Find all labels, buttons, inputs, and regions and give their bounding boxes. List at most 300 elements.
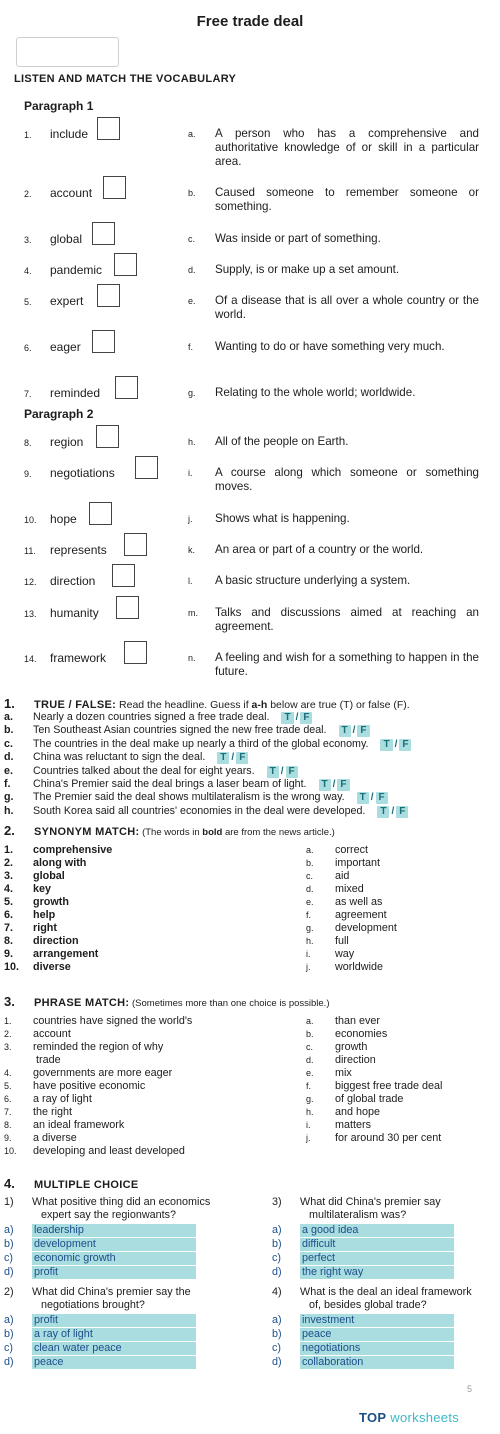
mc-option[interactable] [272,1238,454,1251]
tf-statement-row [4,778,350,791]
phrase-left-item [4,1015,192,1028]
vocab-number: 6. [24,343,32,353]
vocab-word: expert [50,294,84,308]
definition-text: Talks and discussions aimed at reaching an agreement. [215,606,479,633]
phrase-letter: j. [306,1133,311,1143]
phrase-left-item [4,1067,172,1080]
false-option[interactable]: F [357,725,369,737]
definition-text: An area or part of a country or the world. [215,543,424,556]
mc-question-text-cont: expert say the regionwants? [32,1209,177,1221]
mc-option-text: a ray of light [32,1328,196,1341]
section-instruction-bold: a-h [251,699,268,711]
synonym-number: 10. [4,961,20,973]
phrase-right-item [306,1067,352,1080]
synonym-left-item [4,844,112,857]
mc-option[interactable] [272,1224,454,1237]
synonym-letter: f. [306,910,312,920]
phrase-left-item [4,1093,92,1106]
vocab-number: 1. [24,130,32,140]
tf-letter: a. [4,711,13,723]
section-number: 2. [4,823,15,838]
synonym-left-item [4,870,65,883]
phrase-left-item [4,1028,71,1041]
mc-question-line [4,1299,191,1312]
mc-option[interactable] [272,1266,454,1279]
vocab-word: framework [50,651,107,665]
definition-letter: n. [188,653,196,663]
synonym-left-item [4,935,79,948]
mc-question-line [272,1209,441,1222]
tf-statement: Ten Southeast Asian countries signed the new free trade deal. [33,724,327,736]
mc-option[interactable] [4,1252,196,1265]
synonym-word: comprehensive [33,844,113,856]
phrase-right-item [306,1080,442,1093]
phrase-right-item [306,1054,376,1067]
answer-box[interactable] [89,502,112,525]
mc-option-text: collaboration [300,1356,454,1369]
synonym-match-word: agreement [335,909,387,921]
answer-box[interactable] [124,533,147,556]
tf-statement-row [4,805,408,818]
synonym-right-item [306,844,368,857]
vocab-word: global [50,232,83,246]
tf-letter: g. [4,791,14,803]
mc-option-letter: d) [4,1266,14,1278]
vocab-heading: LISTEN AND MATCH THE VOCABULARY [14,73,237,85]
phrase-letter: f. [306,1081,312,1091]
tf-letter: h. [4,805,14,817]
mc-option-letter: c) [272,1342,281,1354]
phrase-text: developing and least developed [33,1145,185,1157]
definition-letter: f. [188,342,194,352]
definition-letter: l. [188,576,193,586]
mc-option[interactable] [4,1266,196,1279]
mc-question-line [4,1209,210,1222]
phrase-number: 1. [4,1016,12,1026]
phrase-match-text: of global trade [335,1093,404,1105]
true-option[interactable]: T [281,712,293,724]
mc-option[interactable] [272,1252,454,1265]
tf-slash: / [391,806,395,817]
answer-box[interactable] [96,425,119,448]
synonym-word: growth [33,896,69,908]
synonym-left-item [4,883,51,896]
synonym-right-item [306,857,380,870]
section-number: 3. [4,994,15,1009]
mc-question [4,1286,191,1312]
phrase-text: a ray of light [33,1093,92,1105]
mc-option-letter: a) [272,1224,282,1236]
synonym-right-item [306,948,354,961]
definition-text: A basic structure underlying a system. [215,574,411,587]
mc-option-letter: d) [4,1356,14,1368]
mc-option-text: economic growth [32,1252,196,1265]
tf-slash: / [352,725,356,736]
synonym-match-word: mixed [335,883,364,895]
mc-option-letter: a) [272,1314,282,1326]
synonym-match-heading [4,823,335,838]
vocab-word: region [50,435,84,449]
phrase-right-item [306,1093,403,1106]
vocab-number: 11. [24,546,36,556]
synonym-match-word: worldwide [335,961,384,973]
synonym-right-item [306,961,383,974]
phrase-left-item [4,1132,77,1145]
answer-box[interactable] [135,456,158,479]
true-option[interactable]: T [380,739,392,751]
synonym-right-item [306,909,387,922]
definition-text: A course along which someone or something moves. [215,466,479,493]
tf-statement-row [4,791,388,804]
vocab-word: negotiations [50,466,115,480]
definition-letter: g. [188,388,196,398]
synonym-number: 7. [4,922,14,934]
mc-question-line [4,1196,210,1209]
definition-letter: b. [188,188,196,198]
mc-option-letter: c) [4,1342,13,1354]
vocab-word: include [50,127,89,141]
definition-text: Of a disease that is all over a whole country or the world. [215,294,479,321]
vocab-number: 9. [24,469,32,479]
synonym-match-word: as well as [335,896,383,908]
brand-worksheets: worksheets [386,1410,460,1425]
mc-option[interactable] [4,1224,196,1237]
mc-question-line [4,1286,191,1299]
synonym-letter: i. [306,949,311,959]
synonym-word: help [33,909,56,921]
synonym-right-item [306,935,349,948]
phrase-match-heading [4,994,329,1009]
phrase-text: an ideal framework [33,1119,125,1131]
mc-option[interactable] [4,1314,196,1327]
synonym-match-word: aid [335,870,350,882]
mc-option-letter: b) [272,1238,282,1250]
worksheet-title: Free trade deal [196,13,304,30]
tf-slash: / [332,779,336,790]
tf-letter: e. [4,765,13,777]
false-option[interactable]: F [337,779,349,791]
mc-question-number: 1) [4,1196,14,1208]
tf-slash: / [231,752,235,763]
phrase-right-item [306,1015,380,1028]
phrase-text: countries have signed the world's [33,1015,193,1027]
synonym-left-item [4,857,86,870]
synonym-left-item [4,909,55,922]
phrase-match-text: direction [335,1054,376,1066]
mc-option-letter: b) [4,1238,14,1250]
definition-text: Wanting to do or have something very much. [215,340,445,353]
tf-statement-row [4,711,312,724]
vocab-number: 7. [24,389,32,399]
phrase-right-item [306,1041,367,1054]
mc-question-text-cont: of, besides global trade? [300,1299,427,1311]
phrase-number: 6. [4,1094,12,1104]
phrase-number: 7. [4,1107,12,1117]
mc-option-text: profit [32,1314,196,1327]
multiple-choice-heading [4,1176,139,1191]
phrase-match-text: economies [335,1028,388,1040]
synonym-letter: b. [306,858,314,868]
synonym-letter: e. [306,897,314,907]
synonym-letter: a. [306,845,314,855]
phrase-number: 9. [4,1133,12,1143]
synonym-word: right [33,922,57,934]
mc-question [272,1286,472,1312]
answer-box[interactable] [97,117,120,140]
mc-option-text: peace [300,1328,454,1341]
phrase-match-text: mix [335,1067,352,1079]
mc-option[interactable] [4,1238,196,1251]
answer-box[interactable] [103,176,126,199]
phrase-letter: c. [306,1042,314,1052]
vocab-word: represents [50,543,107,557]
synonym-number: 3. [4,870,14,882]
synonym-right-item [306,896,382,909]
definition-letter: c. [188,234,196,244]
synonym-right-item [306,870,349,883]
vocab-word: hope [50,512,77,526]
vocab-number: 2. [24,189,32,199]
mc-option-letter: d) [272,1356,282,1368]
true-option[interactable]: T [357,792,369,804]
synonym-letter: j. [306,962,311,972]
tf-statement: Countries talked about the deal for eight years. [33,765,255,777]
answer-box[interactable] [112,564,135,587]
definition-letter: e. [188,296,196,306]
synonym-letter: c. [306,871,314,881]
section-instruction-bold: bold [202,827,223,838]
tf-statement-row [4,751,248,764]
synonym-number: 4. [4,883,14,895]
mc-question-text: What did China's premier say the [32,1286,191,1298]
synonym-match-word: way [335,948,355,960]
answer-box[interactable] [114,253,137,276]
definition-letter: i. [188,468,193,478]
mc-option-text: negotiations [300,1342,454,1355]
mc-question-line [272,1196,441,1209]
true-false-heading [4,696,410,711]
phrase-left-item [4,1041,163,1054]
mc-option-text: peace [32,1356,196,1369]
phrase-right-item [306,1028,387,1041]
true-option[interactable]: T [217,752,229,764]
phrase-letter: d. [306,1055,314,1065]
false-option[interactable]: F [300,712,312,724]
answer-box[interactable] [92,222,115,245]
synonym-word: arrangement [33,948,99,960]
vocab-number: 12. [24,577,37,587]
definition-letter: d. [188,265,196,275]
synonym-match-word: full [335,935,349,947]
tf-statement: South Korea said all countries' economies in the deal were developed. [33,805,366,817]
phrase-left-item [4,1119,124,1132]
section-name: PHRASE MATCH: [34,997,130,1009]
synonym-word: diverse [33,961,71,973]
definition-letter: k. [188,545,196,555]
vocab-number: 5. [24,297,32,307]
synonym-number: 6. [4,909,14,921]
brand-top: TOP [359,1410,387,1425]
tf-slash: / [370,792,374,803]
mc-question-text: What positive thing did an economics [32,1196,211,1208]
phrase-match-text: matters [335,1119,371,1131]
definition-letter: j. [188,514,193,524]
mc-option-letter: c) [272,1252,281,1264]
synonym-letter: g. [306,923,314,933]
phrase-left-item [4,1054,61,1067]
phrase-right-item [306,1119,371,1132]
mc-option-letter: c) [4,1252,13,1264]
phrase-number: 8. [4,1120,12,1130]
mc-option-letter: a) [4,1314,14,1326]
true-option[interactable]: T [267,766,279,778]
definition-text: Relating to the whole world; worldwide. [215,386,416,399]
tf-statement-row [4,738,411,751]
mc-option[interactable] [4,1356,196,1369]
phrase-left-item [4,1106,72,1119]
phrase-number: 3. [4,1042,12,1052]
definition-text: Was inside or part of something. [215,232,381,245]
mc-option-text: development [32,1238,196,1251]
phrase-right-item [306,1132,441,1145]
answer-box[interactable] [92,330,115,353]
synonym-left-item [4,948,98,961]
phrase-letter: a. [306,1016,314,1026]
section-instruction-post: are from the news article.) [222,827,335,838]
phrase-match-text: than ever [335,1015,381,1027]
phrase-text: reminded the region of why [33,1041,164,1053]
true-option[interactable]: T [339,725,351,737]
mc-option-text: the right way [300,1266,454,1279]
vocab-number: 14. [24,654,37,664]
phrase-left-item [4,1145,185,1158]
mc-option[interactable] [272,1314,454,1327]
mc-option-letter: b) [4,1328,14,1340]
section-instruction-pre: (The words in [139,827,203,838]
section-name: SYNONYM MATCH: [34,826,140,838]
mc-option-text: a good idea [300,1224,454,1237]
phrase-text: have positive economic [33,1080,146,1092]
synonym-letter: h. [306,936,314,946]
mc-option-letter: d) [272,1266,282,1278]
phrase-match-text: growth [335,1041,368,1053]
tf-letter: c. [4,738,13,750]
mc-question [4,1196,210,1222]
synonym-match-word: correct [335,844,368,856]
answer-box[interactable] [97,284,120,307]
vocab-word: pandemic [50,263,103,277]
synonym-letter: d. [306,884,314,894]
true-option[interactable]: T [319,779,331,791]
tf-slash: / [295,712,299,723]
phrase-match-text: for around 30 per cent [335,1132,442,1144]
definition-letter: m. [188,608,198,618]
false-option[interactable]: F [396,806,408,818]
mc-option-text: difficult [300,1238,454,1251]
tf-statement: China's Premier said the deal brings a laser beam of light. [33,778,307,790]
mc-option-text: investment [300,1314,454,1327]
synonym-match-word: development [335,922,397,934]
synonym-match-word: important [335,857,381,869]
mc-option-letter: a) [4,1224,14,1236]
definition-text: Supply, is or make up a set amount. [215,263,400,276]
synonym-left-item [4,922,57,935]
mc-question-number: 3) [272,1196,282,1208]
tf-slash: / [280,766,284,777]
definition-text: A feeling and wish for a something to happen in the future. [215,651,479,678]
phrase-text: the right [33,1106,73,1118]
synonym-word: direction [33,935,79,947]
definition-text: A person who has a comprehensive and authoritative knowledge of or skill in a particular area. [215,127,479,168]
brand-logo [359,1410,459,1425]
section-name: TRUE / FALSE: [34,699,117,711]
false-option[interactable]: F [399,739,411,751]
answer-box[interactable] [115,376,138,399]
false-option[interactable]: F [236,752,248,764]
mc-option[interactable] [4,1342,196,1355]
phrase-right-item [306,1106,380,1119]
section-number: 4. [4,1176,15,1191]
tf-statement-row [4,765,298,778]
phrase-letter: b. [306,1029,314,1039]
definition-letter: h. [188,437,196,447]
synonym-number: 1. [4,844,14,856]
true-option[interactable]: T [377,806,389,818]
mc-option[interactable] [272,1328,454,1341]
synonym-number: 2. [4,857,14,869]
phrase-letter: h. [306,1107,314,1117]
synonym-left-item [4,961,71,974]
phrase-letter: i. [306,1120,311,1130]
mc-option[interactable] [272,1356,454,1369]
page-number: 5 [467,1384,473,1394]
tf-statement: The Premier said the deal shows multilateralism is the wrong way. [33,791,345,803]
answer-box[interactable] [124,641,147,664]
definition-text: Caused someone to remember someone or something. [215,186,479,213]
name-input-box[interactable] [16,37,119,67]
vocab-word: eager [50,340,81,354]
synonym-number: 9. [4,948,14,960]
tf-statement: The countries in the deal make up nearly a third of the global economy. [33,738,369,750]
synonym-word: along with [33,857,87,869]
synonym-number: 8. [4,935,14,947]
definition-text: Shows what is happening. [215,512,350,525]
phrase-text: a diverse [33,1132,77,1144]
phrase-letter: e. [306,1068,314,1078]
mc-question-text-cont: multilateralism was? [300,1209,407,1221]
mc-question-number: 2) [4,1286,14,1298]
mc-option[interactable] [4,1328,196,1341]
false-option[interactable]: F [376,792,388,804]
section-instruction-pre: Read the headline. Guess if [116,699,252,711]
phrase-text: governments are more eager [33,1067,173,1079]
mc-option[interactable] [272,1342,454,1355]
phrase-match-text: biggest free trade deal [335,1080,443,1092]
tf-slash: / [394,739,398,750]
answer-box[interactable] [116,596,139,619]
vocab-number: 10. [24,515,37,525]
false-option[interactable]: F [286,766,298,778]
mc-question-text: What is the deal an ideal framework [300,1286,472,1298]
vocab-word: account [50,186,93,200]
phrase-number: 5. [4,1081,12,1091]
phrase-text: trade [33,1054,61,1066]
definition-text: All of the people on Earth. [215,435,349,448]
phrase-number: 4. [4,1068,12,1078]
vocab-number: 4. [24,266,32,276]
vocab-number: 3. [24,235,32,245]
phrase-number: 2. [4,1029,12,1039]
